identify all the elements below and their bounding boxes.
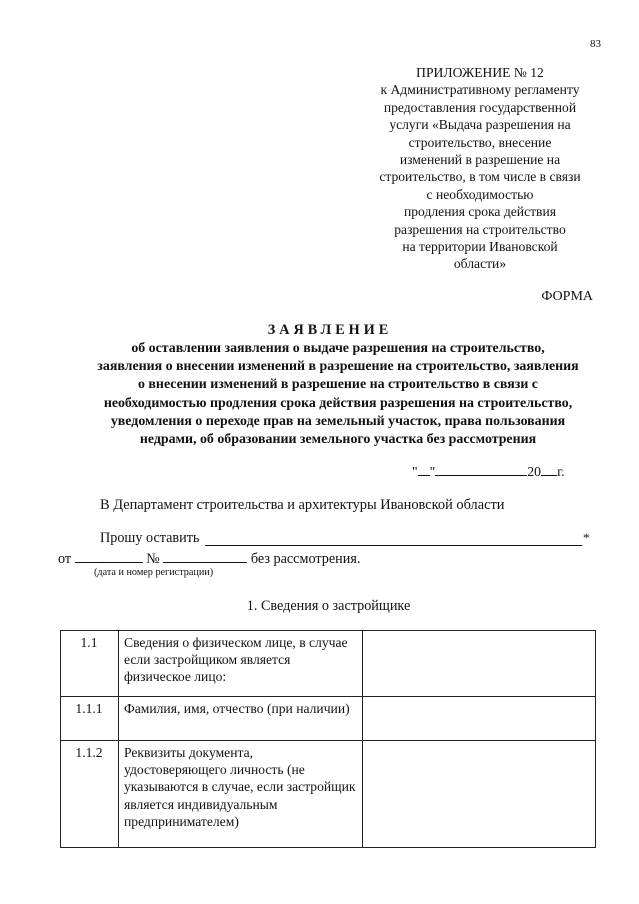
asterisk-mark: * [583,530,590,545]
number-label: № [146,551,160,567]
appendix-line: разрешения на строительство [394,221,566,237]
year-prefix: 20 [527,464,542,479]
appendix-line: строительство, внесение [408,134,552,150]
without-review-label: без рассмотрения. [250,551,361,567]
row-number: 1.1 [61,631,119,697]
appendix-header [350,64,610,273]
date-quote-open: " [412,464,418,479]
appendix-line: к Административному регламенту [380,82,580,98]
registration-date-field[interactable] [75,549,143,563]
registration-caption: (дата и номер регистрации) [94,567,214,578]
date-line [412,462,565,480]
subtitle-line: о внесении изменений в разрешение на строительство в связи с [138,377,538,393]
row-number: 1.1.1 [61,697,119,741]
section-title: 1. Сведения о застройщике [246,598,411,614]
developer-info-table [60,630,596,848]
document-subtitle [48,340,628,449]
row-number: 1.1.2 [61,741,119,848]
registration-line [58,549,360,568]
form-label: ФОРМА [541,289,593,304]
registration-number-field[interactable] [163,549,247,563]
document-title: ЗАЯВЛЕНИЕ [267,322,393,338]
row-label: Фамилия, имя, отчество (при наличии) [119,697,363,741]
table-row [61,697,596,741]
appendix-line: строительство, в том числе в связи [379,169,581,185]
request-subject-field[interactable] [205,545,582,546]
month-field[interactable] [435,462,527,476]
row-value-field[interactable] [363,631,596,697]
date-quote-close: " [429,464,436,479]
page-number: 83 [590,38,601,50]
addressee: В Департамент строительства и архитектуры Ивановской области [100,497,505,513]
row-label: Сведения о физическом лице, в случае если застройщиком является физическое лицо: [119,631,363,697]
appendix-line: предоставления государственной [383,99,577,115]
appendix-line: продления срока действия [403,204,556,220]
from-label: от [58,551,72,567]
year-field[interactable] [541,462,557,476]
request-label: Прошу оставить [100,530,200,546]
table-row [61,631,596,697]
appendix-line: области» [453,256,507,272]
row-label: Реквизиты документа, удостоверяющего личность (не указываются в случае, если застройщик является индивидуальным предпринимателем) [119,741,363,848]
year-suffix: г. [557,464,565,479]
row-value-field[interactable] [363,741,596,848]
subtitle-line: уведомления о переходе прав на земельный участок, права пользования [110,413,566,429]
appendix-line: ПРИЛОЖЕНИЕ № 12 [416,65,544,80]
subtitle-line: недрами, об образовании земельного участка без рассмотрения [139,432,537,448]
appendix-line: изменений в разрешение на [399,152,561,168]
subtitle-line: заявления о внесении изменений в разрешение на строительство, заявления [97,359,579,375]
subtitle-line: об оставлении заявления о выдаче разрешения на строительство, [131,341,545,356]
row-value-field[interactable] [363,697,596,741]
appendix-line: на территории Ивановской [402,239,558,255]
day-field[interactable] [418,462,430,476]
table-row [61,741,596,848]
subtitle-line: необходимостью продления срока действия разрешения на строительство, [103,395,573,411]
appendix-line: с необходимостью [426,186,534,202]
appendix-line: услуги «Выдача разрешения на [389,117,571,133]
